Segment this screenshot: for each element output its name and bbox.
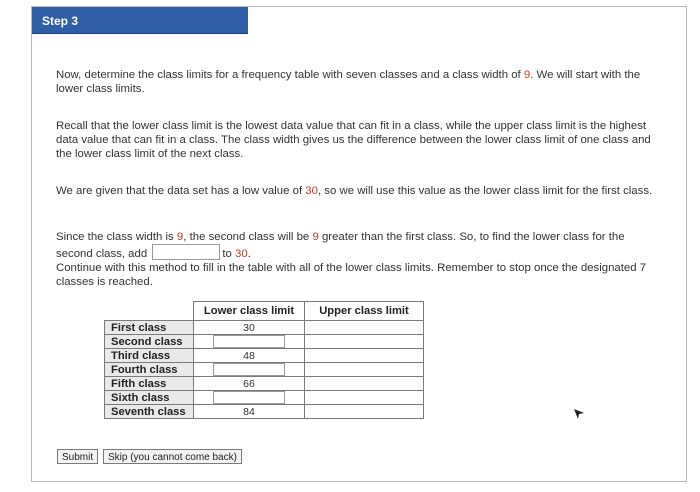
class-width-value: 9	[523, 69, 531, 81]
text: Now, determine the class limits for a frequency table with seven classes and a class width of	[56, 69, 524, 81]
upper-limit-cell[interactable]	[305, 391, 424, 405]
header-upper-limit: Upper class limit	[305, 302, 424, 321]
upper-limit-cell[interactable]	[305, 321, 424, 335]
mouse-cursor-icon	[573, 408, 585, 420]
text: . We will start with the lower class limits.	[56, 69, 641, 95]
class-width-value: 9	[312, 231, 319, 243]
paragraph-second-class	[56, 230, 656, 261]
upper-limit-cell[interactable]	[305, 349, 424, 363]
class-width-value: 9	[176, 231, 184, 243]
row-label: Third class	[105, 349, 194, 363]
low-value: 30	[305, 185, 318, 197]
skip-button[interactable]: Skip (you cannot come back)	[103, 449, 242, 464]
upper-limit-cell[interactable]	[305, 377, 424, 391]
row-label: Seventh class	[105, 405, 194, 419]
lower-limit-value: 48	[243, 349, 255, 362]
row-label: Fifth class	[105, 377, 194, 391]
text: Since the class width is	[56, 231, 177, 243]
low-value: 30	[235, 248, 248, 260]
upper-limit-cell[interactable]	[305, 405, 424, 419]
text: We are given that the data set has a low value of	[56, 185, 306, 197]
header-lower-limit: Lower class limit	[194, 302, 305, 321]
step-title: Step 3	[42, 14, 79, 28]
lower-limit-cell	[194, 377, 305, 391]
table-corner	[105, 302, 194, 321]
table-row	[105, 391, 424, 405]
text: Recall that the lower class limit is the lowest data value that can fit in a class, while the upper class limit is the highest data value that can fit in a class. The class width gives us the difference between the lower class limit of one class and the lower class limit of the next class.	[56, 120, 651, 160]
text: to	[222, 248, 236, 260]
lower-limit-cell	[194, 363, 305, 377]
table-row	[105, 363, 424, 377]
step-header	[32, 7, 248, 34]
table-row	[105, 321, 424, 335]
step-panel	[31, 6, 687, 482]
text: , the second class will be	[183, 231, 313, 243]
lower-limit-input[interactable]	[213, 391, 285, 404]
paragraph-low-value	[56, 184, 656, 198]
text: , so we will use this value as the lower class limit for the first class.	[317, 185, 653, 197]
lower-limit-cell	[194, 391, 305, 405]
row-label: Fourth class	[105, 363, 194, 377]
paragraph-continue	[56, 261, 656, 289]
lower-limit-cell	[194, 349, 305, 363]
lower-limit-value: 66	[243, 377, 255, 390]
upper-limit-cell[interactable]	[305, 363, 424, 377]
lower-limit-cell	[194, 321, 305, 335]
row-label: Sixth class	[105, 391, 194, 405]
lower-limit-cell	[194, 335, 305, 349]
add-amount-input[interactable]	[152, 244, 220, 260]
lower-limit-cell	[194, 405, 305, 419]
text: Continue with this method to fill in the table with all of the lower class limits. Remember to stop once the designated 7 classes is reached.	[56, 262, 647, 288]
lower-limit-input[interactable]	[213, 363, 285, 376]
table-row	[105, 377, 424, 391]
row-label: Second class	[105, 335, 194, 349]
lower-limit-value: 84	[243, 405, 255, 418]
upper-limit-cell[interactable]	[305, 335, 424, 349]
text: greater than the first class. So, to find the lower class for the second class, add	[56, 231, 625, 260]
text: .	[247, 248, 251, 260]
submit-button[interactable]: Submit	[57, 449, 98, 464]
row-label: First class	[105, 321, 194, 335]
class-limits-table	[104, 301, 424, 419]
paragraph-intro	[56, 68, 656, 96]
lower-limit-input[interactable]	[213, 335, 285, 348]
table-row	[105, 405, 424, 419]
table-row	[105, 335, 424, 349]
paragraph-recall	[56, 119, 656, 161]
lower-limit-value: 30	[243, 321, 255, 334]
table-row	[105, 349, 424, 363]
